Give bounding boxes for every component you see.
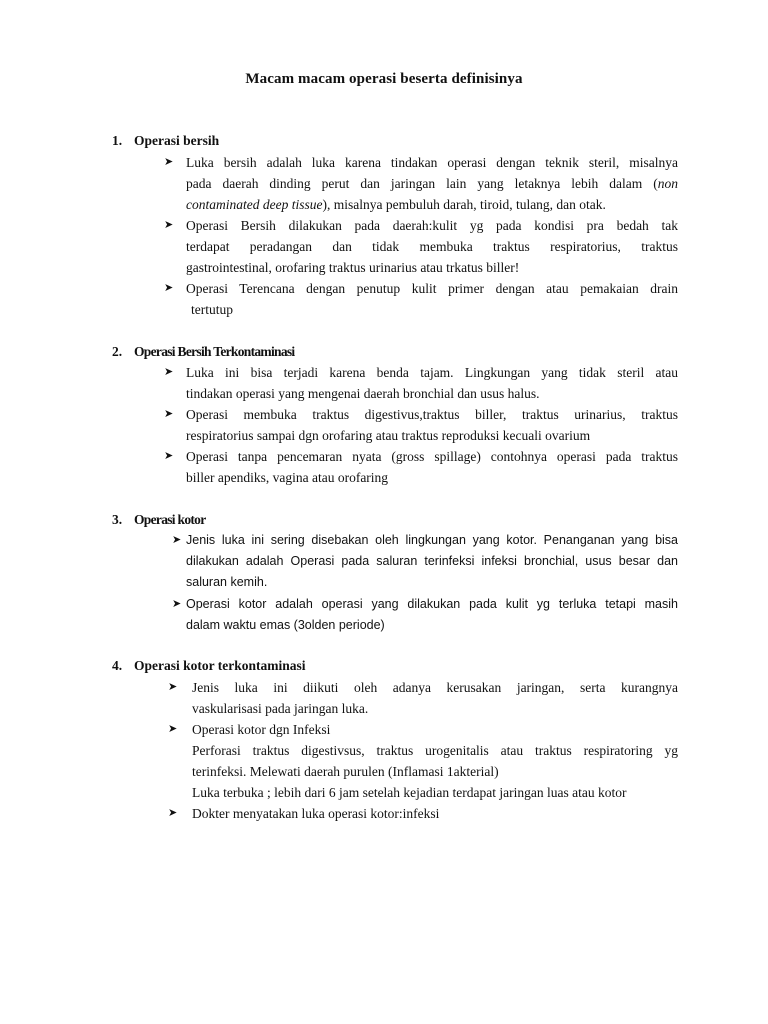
item-line: saluran kemih. — [186, 575, 268, 589]
item-line: gastrointestinal, orofaring traktus urinarius atau trkatus biller! — [186, 260, 520, 275]
item-line: Jenis luka ini sering disebakan oleh lingkungan yang kotor. Penanganan yang bisa — [186, 533, 678, 547]
item-line: biller apendiks, vagina atau orofaring — [186, 470, 389, 485]
item-line: Jenis luka ini diikuti oleh adanya kerusakan jaringan, serta kurangnya — [192, 680, 678, 695]
section-title: Operasi Bersih Terkontaminasi — [134, 344, 295, 359]
item-line: tertutup — [191, 302, 233, 317]
section-number: 3. — [112, 512, 123, 527]
item-line — [186, 173, 678, 194]
arrow-bullet-icon: ➤ — [168, 807, 178, 819]
item-line: vaskularisasi pada jaringan luka. — [192, 701, 369, 716]
section-number: 2. — [112, 344, 123, 359]
item-line: Operasi kotor dgn Infeksi — [192, 722, 331, 737]
bullet-item — [168, 719, 678, 803]
item-line: Luka ini bisa terjadi karena benda tajam. Lingkungan yang tidak steril atau — [186, 365, 678, 380]
item-line: Operasi tanpa pencemaran nyata (gross spillage) contohnya operasi pada traktus — [186, 449, 678, 464]
bullet-item — [172, 530, 678, 593]
item-line: Operasi membuka traktus digestivus,traktus biller, traktus urinarius, traktus — [186, 407, 678, 422]
bullet-item — [164, 278, 678, 320]
section-1-heading — [112, 133, 219, 149]
arrow-bullet-icon: ➤ — [164, 282, 174, 294]
section-2-heading — [112, 344, 294, 360]
arrow-bullet-icon: ➤ — [172, 534, 182, 546]
bullet-item — [164, 152, 678, 215]
section-number: 4. — [112, 658, 123, 673]
section-4-heading — [112, 658, 306, 674]
item-line: dalam waktu emas (3olden periode) — [186, 618, 385, 632]
arrow-bullet-icon: ➤ — [172, 598, 182, 610]
item-line: dilakukan adalah Operasi pada saluran terinfeksi infeksi bronchial, usus besar dan — [186, 554, 678, 568]
item-line: Perforasi traktus digestivsus, traktus urogenitalis atau traktus respiratoring yg — [192, 743, 678, 758]
section-3-heading — [112, 512, 206, 528]
item-line: tindakan operasi yang mengenai daerah bronchial dan usus halus. — [186, 386, 540, 401]
item-line: Dokter menyatakan luka operasi kotor:infeksi — [192, 806, 440, 821]
arrow-bullet-icon: ➤ — [164, 450, 174, 462]
arrow-bullet-icon: ➤ — [164, 408, 174, 420]
arrow-bullet-icon: ➤ — [164, 366, 174, 378]
arrow-bullet-icon: ➤ — [164, 219, 174, 231]
bullet-item — [168, 677, 678, 719]
line-text: pada daerah dinding perut dan jaringan lain yang letaknya lebih dalam (non — [186, 176, 678, 191]
bullet-item — [164, 215, 678, 278]
bullet-item — [172, 594, 678, 636]
bullet-item — [168, 803, 678, 824]
arrow-bullet-icon: ➤ — [168, 723, 178, 735]
item-line: Operasi kotor adalah operasi yang dilakukan pada kulit yg terluka tetapi masih — [186, 597, 678, 611]
arrow-bullet-icon: ➤ — [164, 156, 174, 168]
section-number: 1. — [112, 133, 123, 148]
item-line: respiratorius sampai dgn orofaring atau traktus reproduksi kecuali ovarium — [186, 428, 591, 443]
section-title: Operasi kotor terkontaminasi — [134, 658, 306, 673]
item-line: terinfeksi. Melewati daerah purulen (Inflamasi 1akterial) — [192, 764, 499, 779]
item-line: terdapat peradangan dan tidak membuka traktus respiratorius, traktus — [186, 239, 678, 254]
document-title: Macam macam operasi beserta definisinya — [245, 71, 523, 87]
section-title: Operasi kotor — [134, 512, 206, 527]
item-line: contaminated deep tissue), misalnya pembuluh darah, tiroid, tulang, dan otak. — [186, 197, 606, 212]
bullet-item — [164, 404, 678, 446]
bullet-item — [164, 446, 678, 488]
section-title: Operasi bersih — [134, 133, 220, 148]
item-line: Luka terbuka ; lebih dari 6 jam setelah kejadian terdapat jaringan luas atau kotor — [192, 785, 627, 800]
item-line: Operasi Terencana dengan penutup kulit primer dengan atau pemakaian drain — [186, 281, 678, 296]
item-line: Luka bersih adalah luka karena tindakan operasi dengan teknik steril, misalnya — [186, 155, 678, 170]
arrow-bullet-icon: ➤ — [168, 681, 178, 693]
bullet-item — [164, 362, 678, 404]
item-line: Operasi Bersih dilakukan pada daerah:kulit yg pada kondisi pra bedah tak — [186, 218, 678, 233]
